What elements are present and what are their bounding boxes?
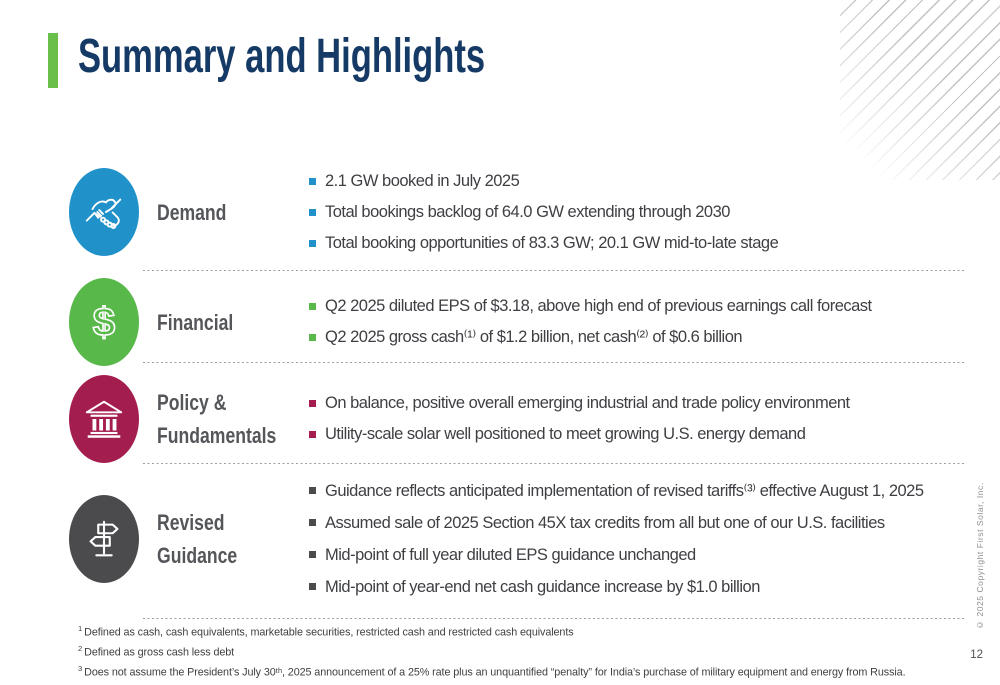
bullet-square-icon (309, 519, 316, 526)
section-divider (143, 270, 965, 271)
section-bullet-list (309, 475, 964, 603)
bullet-square-icon (309, 303, 316, 310)
bullet-item: Utility-scale solar well positioned to meet growing U.S. energy demand (309, 419, 964, 450)
page-title-text: Summary and Highlights (78, 30, 486, 83)
bullet-item: Assumed sale of 2025 Section 45X tax credits from all but one of our U.S. facilities (309, 507, 964, 539)
bullet-square-icon (309, 334, 316, 341)
bullet-square-icon (309, 209, 316, 216)
section-demand (69, 160, 964, 264)
copyright-vertical-text: © 2025 Copyright First Solar, Inc. (975, 482, 985, 630)
bullet-item: Total booking opportunities of 83.3 GW; 20.1 GW mid-to-late stage (309, 228, 964, 259)
bullet-item: Q2 2025 gross cash⁽¹⁾ of $1.2 billion, net cash⁽²⁾ of $0.6 billion (309, 322, 964, 353)
footnote-1: $^1$ Defined as cash, cash equivalents, marketable securities, restricted cash and restricted cash equivalents (78, 624, 574, 639)
bullet-item: Mid-point of year-end net cash guidance increase by $1.0 billion (309, 571, 964, 603)
bullet-square-icon (309, 178, 316, 185)
bullet-item: Total bookings backlog of 64.0 GW extending through 2030 (309, 197, 964, 228)
bank-icon (69, 375, 139, 463)
section-label: Financial (157, 309, 234, 335)
title-accent-bar (48, 33, 58, 88)
footnote-2: $^2$ Defined as gross cash less debt (78, 644, 235, 659)
section-divider (143, 362, 965, 363)
page-title (78, 28, 643, 86)
bullet-item: Q2 2025 diluted EPS of $3.18, above high end of previous earnings call forecast (309, 291, 964, 322)
section-policy-fundamentals (69, 369, 964, 469)
section-financial (69, 272, 964, 372)
section-revised-guidance (69, 473, 964, 605)
signpost-icon (69, 495, 139, 583)
section-label: Demand (157, 199, 227, 225)
dollar-icon (69, 278, 139, 366)
footnotes (78, 621, 948, 682)
bullet-item: 2.1 GW booked in July 2025 (309, 166, 964, 197)
section-label: Policy & Fundamentals (157, 390, 277, 448)
section-bullet-list (309, 291, 964, 353)
section-divider (143, 463, 965, 464)
bullet-square-icon (309, 551, 316, 558)
page-number: 12 (970, 649, 983, 661)
handshake-icon (69, 168, 139, 256)
footnote-divider (143, 618, 965, 619)
footnote-3: $^3$ Does not assume the President’s July 30ᵗʰ, 2025 announcement of a 25% rate plus an unquantified “penalty” for India’s purchase of military equipment and energy from Russia. (78, 664, 906, 679)
bullet-square-icon (309, 583, 316, 590)
bullet-square-icon (309, 431, 316, 438)
section-bullet-list (309, 166, 964, 259)
svg-text:$: $ (92, 299, 116, 345)
corner-diagonal-lines-decoration (840, 0, 1000, 180)
bullet-square-icon (309, 400, 316, 407)
bullet-item: On balance, positive overall emerging industrial and trade policy environment (309, 388, 964, 419)
section-label: Revised Guidance (157, 510, 238, 568)
bullet-item: Mid-point of full year diluted EPS guidance unchanged (309, 539, 964, 571)
bullet-item: Guidance reflects anticipated implementation of revised tariffs⁽³⁾ effective August 1, 2025 (309, 475, 964, 507)
bullet-square-icon (309, 487, 316, 494)
bullet-square-icon (309, 240, 316, 247)
section-bullet-list (309, 388, 964, 450)
